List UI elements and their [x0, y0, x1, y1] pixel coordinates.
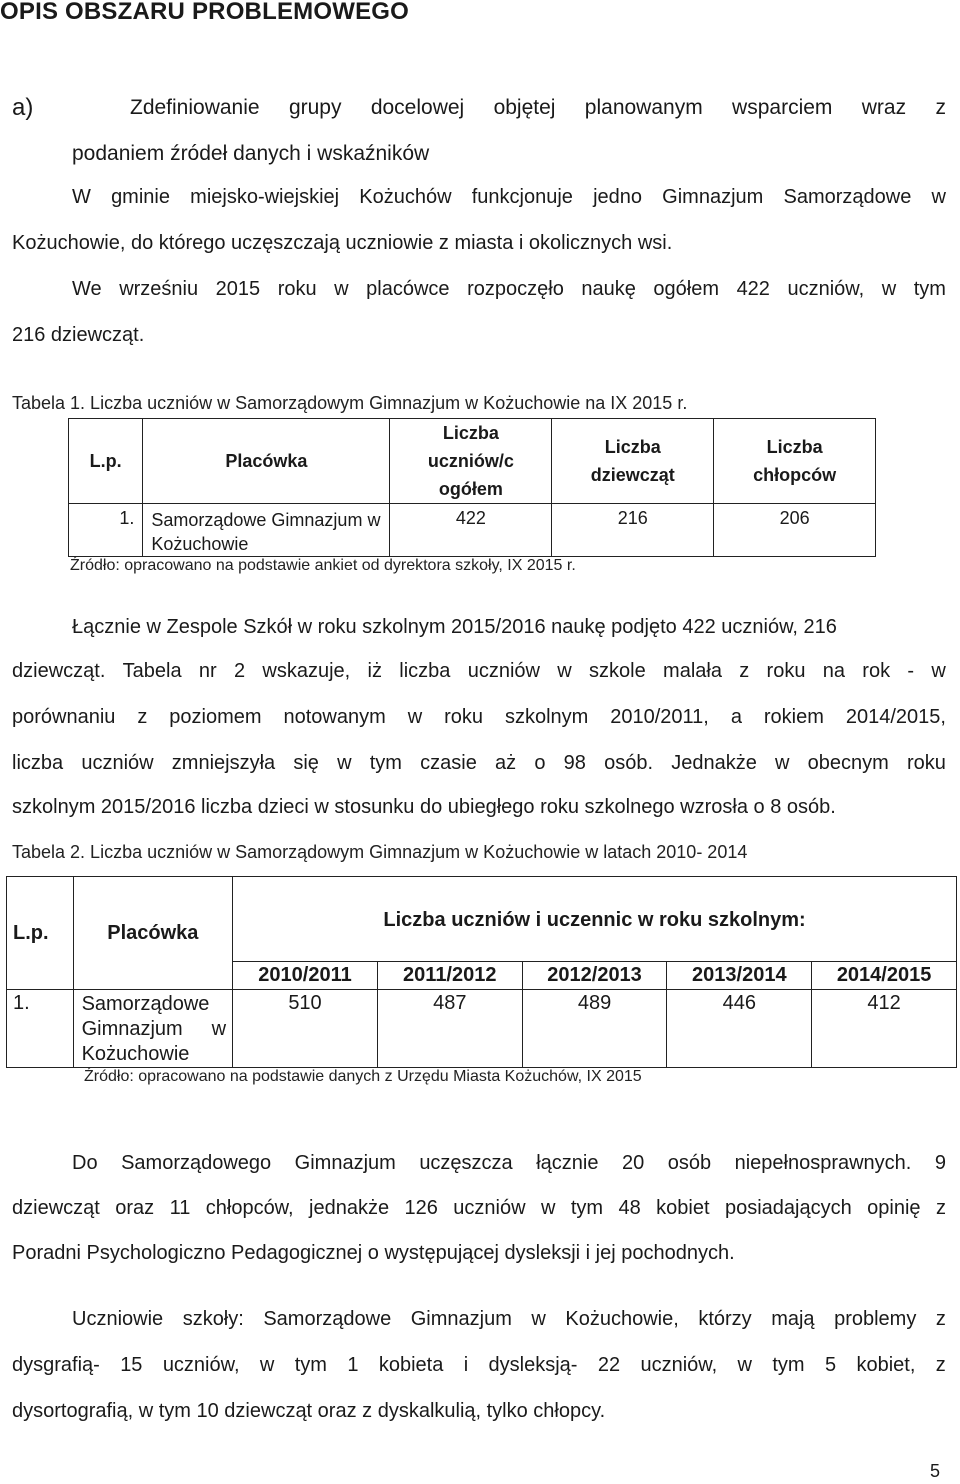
word: tym — [772, 1354, 805, 1376]
word: uczniów — [453, 1197, 526, 1219]
word: w — [540, 1197, 556, 1219]
word: Samorządowe — [263, 1308, 392, 1330]
section-label: a) — [12, 94, 34, 121]
word: dziewcząt — [12, 1197, 100, 1219]
word: w — [407, 706, 423, 728]
word: wraz — [861, 96, 907, 119]
para3-line2 — [12, 1197, 946, 1220]
word: Samorządowego — [121, 1152, 272, 1174]
word: funkcjonuje — [471, 186, 573, 208]
word: planowanym — [584, 96, 703, 119]
word: szkolnym — [504, 706, 589, 728]
word: uczniów — [81, 752, 154, 774]
para4-line2 — [12, 1354, 946, 1377]
t2-year-2010: 2010/2011 — [233, 962, 378, 990]
word: z — [137, 706, 148, 728]
word: w — [775, 752, 790, 774]
t2-year-2014: 2014/2015 — [812, 962, 957, 990]
word: i — [463, 1354, 469, 1376]
word: w — [259, 1354, 275, 1376]
word: tym — [913, 278, 946, 300]
word: o — [534, 752, 546, 774]
word: osób — [667, 1152, 712, 1174]
t1-row-name: Samorządowe Gimnazjum w Kożuchowie — [143, 504, 390, 557]
word: szkoły: — [182, 1308, 244, 1330]
word: placówce — [366, 278, 450, 300]
table2 — [6, 876, 957, 1068]
t2-header-group: Liczba uczniów i uczennic w roku szkolnym: — [233, 877, 957, 962]
word: 15 — [120, 1354, 143, 1376]
word: rozpoczęło — [467, 278, 564, 300]
word: łącznie — [536, 1152, 599, 1174]
word: się — [293, 752, 319, 774]
word: roku — [277, 278, 317, 300]
word: malała — [663, 660, 722, 682]
word: w — [334, 278, 349, 300]
word: Gimnazjum — [410, 1308, 512, 1330]
word: kobieta — [378, 1354, 444, 1376]
word: jednakże — [309, 1197, 390, 1219]
t2-year-2011: 2011/2012 — [377, 962, 522, 990]
word: w — [737, 1354, 752, 1376]
table1-caption: Tabela 1. Liczba uczniów w Samorządowym Gimnazjum w Kożuchowie na IX 2015 r. — [12, 393, 688, 413]
word: opinię — [867, 1197, 921, 1219]
word: którzy — [698, 1308, 752, 1330]
t2-value-2013: 446 — [667, 990, 812, 1068]
word: Gimnazjum — [662, 186, 764, 208]
word: mają — [771, 1308, 815, 1330]
word: dysleksją- — [488, 1354, 578, 1376]
word: uczniów, — [640, 1354, 718, 1376]
table2-caption: Tabela 2. Liczba uczniów w Samorządowym Gimnazjum w Kożuchowie w latach 2010- 2014 — [12, 842, 748, 862]
table1 — [68, 418, 876, 557]
word: gminie — [111, 186, 170, 208]
para2-line5: szkolnym 2015/2016 liczba dzieci w stosunku do ubiegłego roku szkolnego wzrosła o 8 osób. — [12, 796, 836, 818]
word: 2014/2015, — [845, 706, 946, 728]
word: 22 — [597, 1354, 621, 1376]
t1-header-placowka: Placówka — [143, 419, 390, 504]
word: dziewcząt. — [12, 660, 106, 682]
t2-value-2012: 489 — [522, 990, 667, 1068]
word: We — [72, 278, 102, 300]
word: uczniów, — [162, 1354, 240, 1376]
word: poziomem — [169, 706, 262, 728]
word: liczba — [399, 660, 451, 682]
page-heading: OPIS OBSZARU PROBLEMOWEGO — [0, 0, 410, 25]
word: Samorządowe — [783, 186, 912, 208]
table2-source: Źródło: opracowano na podstawie danych z Urzędu Miasta Kożuchów, IX 2015 — [84, 1068, 642, 1085]
word: docelowej — [370, 96, 465, 119]
t2-value-2011: 487 — [377, 990, 522, 1068]
word: szkole — [589, 660, 646, 682]
t1-row-total: 422 — [390, 504, 552, 557]
word: uczniów — [467, 660, 540, 682]
page-number: 5 — [929, 1461, 940, 1481]
word: objętej — [493, 96, 556, 119]
word: Jednakże — [671, 752, 757, 774]
para1-line2: Kożuchowie, do którego uczęszczają uczniowie z miasta i okolicznych wsi. — [12, 232, 673, 254]
word: aż — [495, 752, 517, 774]
word: oraz — [115, 1197, 155, 1219]
word: Kożuchów — [359, 186, 452, 208]
word: w — [931, 660, 946, 682]
word: ogółem — [653, 278, 720, 300]
word: 11 — [169, 1197, 191, 1219]
word: z — [935, 96, 946, 119]
word: osób. — [604, 752, 654, 774]
t1-header-girls: Liczba dziewcząt — [552, 419, 714, 504]
word: 2 — [234, 660, 246, 682]
word: 2015 — [215, 278, 261, 300]
word: - — [907, 660, 915, 682]
word: Kożuchowie, — [565, 1308, 679, 1330]
word: w — [881, 278, 897, 300]
word: uczęszcza — [419, 1152, 513, 1174]
word: wrześniu — [119, 278, 199, 300]
word: Tabela — [122, 660, 182, 682]
word: W — [72, 186, 91, 208]
t1-row-girls: 216 — [552, 504, 714, 557]
word: naukę — [581, 278, 636, 300]
word: roku — [766, 660, 806, 682]
word: 2010/2011, — [610, 706, 709, 728]
word: chłopców, — [205, 1197, 294, 1219]
t2-year-2012: 2012/2013 — [522, 962, 667, 990]
para1-line4: 216 dziewcząt. — [12, 324, 145, 346]
para1-line3 — [72, 278, 946, 301]
word: w — [337, 752, 352, 774]
word: Gimnazjum — [294, 1152, 396, 1174]
section-title-line1 — [130, 96, 946, 120]
word: obecnym — [807, 752, 889, 774]
word: z — [739, 660, 750, 682]
t2-year-2013: 2013/2014 — [667, 962, 812, 990]
t2-row-name: Samorządowe Gimnazjum w Kożuchowie — [73, 990, 233, 1068]
para2-line4 — [12, 752, 946, 775]
para3-line3: Poradni Psychologiczno Pedagogicznej o występującej dysleksji i jej pochodnych. — [12, 1242, 735, 1264]
para2-line1: Łącznie w Zespole Szkół w roku szkolnym 2015/2016 naukę podjęto 422 uczniów, 216 — [72, 616, 837, 638]
word: 9 — [934, 1152, 946, 1174]
word: czasie — [420, 752, 477, 774]
word: w — [557, 660, 572, 682]
t1-header-total: Liczba uczniów/c ogółem — [390, 419, 552, 504]
word: posiadających — [724, 1197, 852, 1219]
word: problemy — [834, 1308, 917, 1330]
word: 422 — [736, 278, 770, 300]
word: miejsko-wiejskiej — [190, 186, 340, 208]
word: 48 — [618, 1197, 641, 1219]
word: 1 — [347, 1354, 359, 1376]
word: kobiet, — [856, 1354, 916, 1376]
para2-line2 — [12, 660, 946, 683]
word: wsparciem — [732, 96, 833, 119]
word: z — [935, 1197, 946, 1219]
para3-line1 — [72, 1152, 946, 1175]
t1-header-boys: Liczba chłopców — [714, 419, 876, 504]
table1-source: Źródło: opracowano na podstawie ankiet od dyrektora szkoły, IX 2015 r. — [70, 557, 576, 574]
word: 98 — [563, 752, 586, 774]
t2-header-placowka: Placówka — [73, 877, 233, 990]
word: dysgrafią- — [12, 1354, 100, 1376]
word: liczba — [12, 752, 64, 774]
para4-line3: dysortografią, w tym 10 dziewcząt oraz z dyskalkulią, tylko chłopcy. — [12, 1400, 606, 1422]
t2-row-lp: 1. — [7, 990, 74, 1068]
t2-value-2010: 510 — [233, 990, 378, 1068]
word: roku — [444, 706, 484, 728]
t2-header-lp: L.p. — [7, 877, 74, 990]
word: notowanym — [283, 706, 386, 728]
word: nr — [198, 660, 217, 682]
para1-line1 — [72, 186, 946, 209]
para4-line1 — [72, 1308, 946, 1331]
word: grupy — [288, 96, 342, 119]
word: z — [935, 1308, 946, 1330]
t1-row-lp: 1. — [69, 504, 143, 557]
word: jedno — [593, 186, 642, 208]
word: z — [935, 1354, 946, 1376]
word: rok — [862, 660, 891, 682]
word: wskazuje, — [262, 660, 351, 682]
word: na — [822, 660, 845, 682]
word: Uczniowie — [72, 1308, 164, 1330]
word: rokiem — [763, 706, 824, 728]
word: Zdefiniowanie — [130, 96, 260, 119]
word: tym — [294, 1354, 327, 1376]
para2-line3 — [12, 706, 946, 729]
word: niepełnosprawnych. — [734, 1152, 912, 1174]
t1-header-lp: L.p. — [69, 419, 143, 504]
word: porównaniu — [12, 706, 116, 728]
word: tym — [369, 752, 402, 774]
word: iż — [367, 660, 382, 682]
section-title-line2: podaniem źródeł danych i wskaźników — [72, 142, 430, 165]
word: kobiet — [656, 1197, 710, 1219]
t1-row-boys: 206 — [714, 504, 876, 557]
word: w — [931, 186, 946, 208]
t2-value-2014: 412 — [812, 990, 957, 1068]
word: 5 — [824, 1354, 837, 1376]
word: 126 — [404, 1197, 438, 1219]
word: 20 — [621, 1152, 645, 1174]
word: zmniejszyła — [171, 752, 276, 774]
word: roku — [907, 752, 946, 774]
word: w — [531, 1308, 546, 1330]
word: uczniów, — [787, 278, 865, 300]
word: a — [730, 706, 742, 728]
word: tym — [570, 1197, 604, 1219]
word: Do — [72, 1152, 98, 1174]
